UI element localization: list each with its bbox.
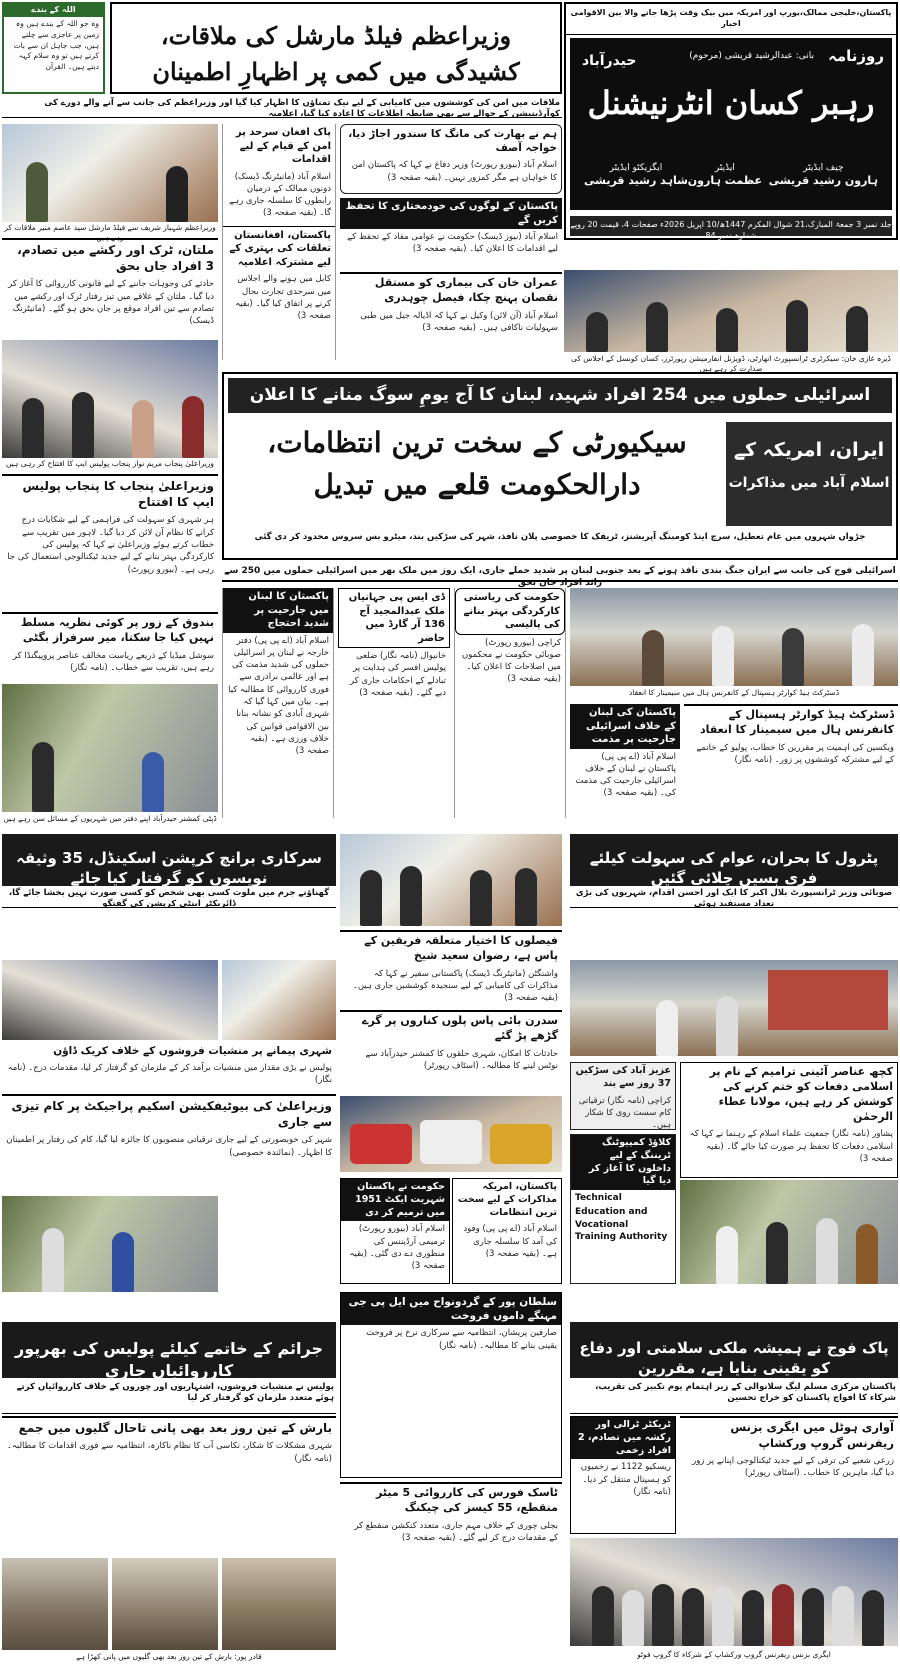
chief-editor-block [769, 162, 878, 189]
masthead-dateline: جلد نمبر 3 جمعۃ المبارک،21 شوال المکرم 1447ھ/10 اپریل 2026ء صفحات 4، قیمت 20 روپے شمارہ نمبر 84 [570, 216, 892, 236]
right-story-2-headline: پاکستان کی لبنان کے خلاف اسرائیلی جارحیت پر مذمت [570, 704, 680, 749]
photo-figure [646, 302, 668, 352]
center-story-3-text: کراچی (بیورو رپورٹ) صوبائی حکومت نے محکموں میں اصلاحات کا اعلان کیا۔ (بقیہ صفحہ 3) [462, 637, 561, 685]
center-story-1-headline: پاکستان کا لبنان میں جارحیت پر شدید احتجاج [223, 588, 333, 633]
college-building [768, 970, 888, 1030]
masthead-daily: روزنامہ [828, 47, 884, 65]
left-story-1-headline: ملتان، ٹرک اور رکشے میں تصادم، 3 افراد جاں بحق [17, 243, 214, 274]
center-story-9-text: صارفین پریشان، انتظامیہ سے سرکاری نرخ پر فروخت یقینی بنانے کا مطالبہ۔ (نامہ نگار) [366, 1328, 557, 1351]
center-story-9 [340, 1292, 562, 1478]
photo-pm-meeting-caption: وزیراعظم شہباز شریف سے فیلڈ مارشل سید عاصم منیر ملاقات کر رہے ہیں [4, 223, 216, 243]
photo-figure [656, 1000, 678, 1056]
photo-figure [652, 1584, 674, 1646]
right-story-1 [684, 704, 898, 820]
left-story-3-text: سوشل میڈیا کے ذریعے ریاست مخالف عناصر پروپیگنڈا کر رہے ہیں، تقریب سے خطاب۔ (نامہ نگار) [12, 650, 214, 673]
chief-editor-name: ہارون رشید قریشی [768, 174, 878, 188]
photo-figure [400, 866, 422, 926]
bottom-right-caption: ایگری بزنس ریفرنس گروپ ورکشاپ کے شرکاء کا گروپ فوٹو [637, 1650, 831, 1659]
photo-figure [360, 870, 382, 926]
photo-figure [716, 308, 738, 352]
tevta-box [570, 1134, 676, 1284]
photo-figure [852, 624, 874, 686]
center-story-6-headline: حکومت نے پاکستان شہریت ایکٹ 1951 میں ترمیم کر دی [341, 1179, 449, 1221]
center-story-8-headline: ٹاسک فورس کی کارروائی 5 میٹر منقطع، 55 کیسز کی چیکنگ [376, 1486, 558, 1514]
left-story-1 [2, 238, 218, 338]
big-headline-kicker: اسرائیلی حملوں میں 254 افراد شہید، لبنان کا آج یومِ سوگ منانے کا اعلان [228, 378, 892, 413]
photo-figure [772, 1584, 794, 1646]
center-story-1 [222, 588, 334, 818]
left-story-4-text: شہر کی خوبصورتی کے لیے جاری ترقیاتی منصوبوں کا جائزہ لیا گیا، کام کی رفتار پر اطمینان کا اظہار۔ (نمائندہ خصوصی) [6, 1135, 332, 1158]
lead-headline: وزیراعظم فیلڈ مارشل کی ملاقات، کشیدگی میں کمی پر اظہارِ اطمینان [110, 2, 562, 94]
photo-figure [132, 400, 154, 458]
photo-figure [470, 870, 492, 926]
photo-figure [515, 868, 537, 926]
editor-block [688, 162, 762, 189]
photo-figure [26, 162, 48, 222]
center-story-7-headline: پاکستان، امریکہ مذاکرات کے لیے سخت ترین انتظامات [457, 1181, 557, 1218]
photo-buses [340, 1096, 562, 1172]
center-story-7 [452, 1178, 562, 1284]
tevta-headline: کلاؤڈ کمپیوٹنگ ٹریننگ کے لیے داخلوں کا آغاز کر دیا گیا [571, 1135, 675, 1190]
left-story-2-headline: وزیراعلیٰ پنجاب کا پنجاب پولیس ایپ کا افتتاح [22, 479, 214, 510]
right-story-3-text: پشاور (نامہ نگار) جمعیت علماء اسلام کے رہنما نے کہا کہ اسلامی دفعات کا تحفظ ہر صورت کیا جائے گا۔ (بقیہ صفحہ 3) [689, 1129, 893, 1164]
banner-army-sub: پاکستان مرکزی مسلم لیگ سلانوالی کے زیر اہتمام یوم تکبیر کی تقریب، شرکاء کا افواج پاکستان کو خراج تحسین [570, 1380, 898, 1414]
photo-figure [22, 398, 44, 458]
mid-right-box [570, 1062, 676, 1130]
banner-police-crime-sub: پولیس نے منشیات فروشوں، اشتہاریوں اور چوروں کے خلاف کارروائیاں کرتے ہوئے متعدد ملزمان کو گرفتار کر لیا [2, 1380, 336, 1414]
col-a-story-2-text: کابل میں ہونے والے اجلاس میں سرحدی تجارت بحال کرنے پر اتفاق کیا گیا۔ (بقیہ صفحہ 3) [235, 274, 331, 322]
left-story-6 [2, 1416, 336, 1556]
right-story-1-headline: ڈسٹرکٹ ہیڈ کوارٹر ہسپتال کے کانفرنس ہال میں سیمینار کا انعقاد [699, 708, 894, 736]
photo-figure [622, 1590, 644, 1646]
photo-dc-office-caption: ڈپٹی کمشنر حیدرآباد اپنے دفتر میں شہریوں کے مسائل سن رہے ہیں [3, 814, 217, 823]
photo-figure [182, 396, 204, 458]
col-b-story-3-headline: عمران خان کی بیماری کو مستقل نقصان پہنچ چکا، فیصل چوہدری [374, 276, 558, 304]
photo-figure [766, 1222, 788, 1284]
banner-free-buses-sub: صوبائی وزیر ٹرانسپورٹ بلال اکبر کا ایک اور احسن اقدام، شہریوں کی بڑی تعداد مستفید ہوئی [570, 888, 898, 908]
left-story-5 [2, 1042, 336, 1092]
photo-figure [856, 1224, 878, 1284]
big-headline-main-line2: دارالحکومت قلعے میں تبدیل [313, 468, 641, 501]
photo-figure [712, 626, 734, 686]
photo-figure [142, 752, 164, 812]
photo-figure [682, 1588, 704, 1646]
banner-free-buses: پٹرول کا بحران، عوام کی سہولت کیلئے فری بسیں چلائی گئیں [570, 834, 898, 886]
big-headline-side-line1: ایران، امریکہ کے [733, 439, 885, 461]
exec-editor-block [584, 162, 688, 189]
bus-shape [490, 1124, 552, 1164]
center-story-6 [340, 1178, 450, 1284]
photo-figure [802, 1588, 824, 1646]
left-story-6-text: شہری مشکلات کا شکار، نکاسی آب کا نظام ناکارہ، انتظامیہ سے فوری اقدامات کا مطالبہ۔ (نامہ نگار) [6, 1441, 332, 1464]
photo-figure [786, 300, 808, 352]
center-story-8-text: بجلی چوری کے خلاف مہم جاری، متعدد کنکشن منقطع کر کے مقدمات درج کر لیے گئے۔ (بقیہ صفحہ 3) [354, 1520, 558, 1543]
center-story-2-headline: ڈی ایس پی جہانیاں ملک عبدالمجید آج 136 آر گارڈ میں حاضر [338, 588, 450, 648]
masthead-name: رہبر کسان انٹرنیشنل [587, 84, 875, 122]
big-headline-block [222, 372, 898, 560]
big-headline-main [230, 422, 724, 526]
masthead-founder: بانی: عبدالرشید قریشی (مرحوم) [689, 51, 814, 61]
exec-editor-name: شاہد رشید قریشی [584, 174, 688, 188]
center-story-5-headline: سدرن بائی پاس پلوں کناروں پر گرے گڑھے پڑ گئے [362, 1014, 558, 1042]
center-story-1-text: اسلام آباد (اے پی پی) دفتر خارجہ نے لبنان پر اسرائیلی حملوں کی شدید مذمت کی ہے اور عالمی برادری سے فوری کارروائی کا مطالبہ کیا ہے۔ بیان میں کہا گیا کہ شہری آبادی کو نشانہ بنانا بین الاقوامی قوانین کی خلاف ورزی ہے۔ (بقیہ صفحہ 3) [228, 635, 329, 757]
right-story-3 [680, 1062, 898, 1178]
col-b-story-2-text: اسلام آباد (نیوز ڈیسک) حکومت نے عوامی مفاد کے تحفظ کے لیے اقدامات کا اعلان کیا۔ (بقیہ صفحہ 3) [347, 232, 558, 255]
photo-figure [32, 742, 54, 812]
col-b-story-3-text: اسلام آباد (آن لائن) وکیل نے کہا کہ اڈیالہ جیل میں طبی سہولیات ناکافی ہیں۔ (بقیہ صفحہ 3) [360, 310, 558, 333]
photo-figure [862, 1590, 884, 1646]
right-story-4-headline: آواری ہوٹل میں ایگری بزنس ریفرنس گروپ ورکشاپ [730, 1420, 894, 1450]
photo-figure [42, 1228, 64, 1292]
photo-figure [832, 1586, 854, 1646]
masthead-photo [564, 270, 898, 352]
big-headline-side [726, 422, 892, 526]
left-story-2-text: ہر شہری کو سہولت کی فراہمی کے لیے شکایات درج کرانے کا نظام آن لائن کر دیا گیا۔ لاہور میں تقریب سے خطاب کرتے ہوئے وزیراعلیٰ نے کہا کہ پولیس کی کارکردگی بہتر بنانے کے لیے جدید ٹیکنالوجی استعمال کی جا رہی ہے۔ (بیورو رپورٹ) [7, 515, 214, 575]
tevta-en1: Technical [575, 1193, 622, 1204]
photo-figure [592, 1586, 614, 1646]
masthead-photo-caption: ڈیرہ غازی خان: سیکرٹری ٹرانسپورٹ اتھارٹی، ڈویژنل انفارمیشن رپورٹرز، کسان کونسل کے اجلاس کی صدارت کر رہے ہیں [571, 354, 891, 374]
col-b-story-1-headline: ہم نے بھارت کی مانگ کا سندور اجاڑ دیا، خواجہ آصف [348, 128, 557, 155]
masthead [564, 2, 898, 240]
photo-flooded-street-3 [222, 1558, 336, 1650]
right-story-2-text: اسلام آباد (اے پی پی) پاکستان نے لبنان کے خلاف اسرائیلی جارحیت کی مذمت کی۔ (بقیہ صفحہ 3) [575, 751, 676, 799]
quote-box-title: اللہ کے بندے [4, 4, 103, 17]
right-story-3-headline: کچھ عناصر آئینی ترامیم کے نام پر اسلامی دفعات کو ختم کرنے کی کوشش کر رہے ہیں، مولانا عطاء الرحمٰن [709, 1065, 893, 1123]
center-story-8 [340, 1482, 562, 1662]
tevta-en3: Training Authority [575, 1231, 668, 1242]
banner-police-crime: جرائم کے خاتمے کیلئے پولیس کی بھرپور کارروائیاں جاری [2, 1322, 336, 1378]
chief-editor-label: چیف ایڈیٹر [803, 163, 844, 173]
photo-beautification [2, 1196, 218, 1292]
photo-workshop-group [570, 1538, 898, 1646]
column-b [340, 124, 562, 360]
left-story-5-headline: شہری پیمانے پر منشیات فروشوں کے خلاف کریک ڈاؤن [53, 1045, 332, 1057]
center-story-6-text: اسلام آباد (بیورو رپورٹ) ترمیمی آرڈیننس کی منظوری دے دی گئی۔ (بقیہ صفحہ 3) [349, 1224, 445, 1272]
photo-documents [222, 960, 336, 1040]
photo-figure [166, 166, 188, 222]
right-story-1-text: ویکسین کی اہمیت پر مقررین کا خطاب، پولیو کے خاتمے کے لیے مشترکہ کوششوں پر زور۔ (نامہ نگار) [696, 742, 894, 765]
photo-seminar [570, 588, 898, 686]
photo-figure [782, 628, 804, 686]
tevta-en2: Education and Vocational [575, 1207, 648, 1230]
photo-college [570, 960, 898, 1056]
right-story-4 [680, 1416, 898, 1534]
photo-pm-meeting [2, 124, 218, 222]
col-b-story-1-text: اسلام آباد (بیورو رپورٹ) وزیر دفاع نے کہا کہ پاکستان امن کا خواہاں ہے مگر کمزور نہیں۔ (بقیہ صفحہ 3) [351, 160, 557, 183]
center-story-4-headline: فیصلوں کا اختیار متعلقہ فریقین کے پاس ہے، رضوان سعید شیخ [364, 934, 558, 962]
center-story-5 [340, 1010, 562, 1094]
big-headline-strap1: جڑواں شہروں میں عام تعطیل، سرچ اینڈ کومبنگ آپریشنز، ٹریفک کا خصوصی پلان نافذ، شہر کی سڑکیں بند، میٹرو بس سروس محدود کر دی گئی [254, 532, 866, 542]
right-story-2 [570, 704, 680, 820]
center-story-5-text: حادثات کا امکان، شہری حلقوں کا کمشنر حیدرآباد سے نوٹس لینے کا مطالبہ۔ (اسٹاف رپورٹر) [365, 1048, 558, 1071]
masthead-tagline: پاکستان،خلیجی ممالک،یورپ اور امریکہ میں بیک وقت پڑھا جانے والا بین الاقوامی اخبار [566, 4, 896, 35]
col-a-story-1-headline: پاک افغان سرحد پر امن کے قیام کے لیے اقدامات [235, 127, 331, 165]
center-story-2-text: خانیوال (نامہ نگار) ضلعی پولیس افسر کی ہدایت پر تبادلے کے احکامات جاری کر دیے گئے۔ (بقیہ صفحہ 3) [349, 651, 446, 698]
right-story-5-headline: ٹریکٹر ٹرالی اور رکشہ میں تصادم، 2 افراد زخمی [571, 1417, 675, 1459]
photo-flooded-street-1 [2, 1558, 108, 1650]
center-story-9-headline: سلطان پور کے گردونواح میں ایل پی جی مہنگے داموں فروخت [341, 1293, 561, 1325]
col-b-story-2-headline: پاکستان کے لوگوں کی خودمختاری کا تحفظ کریں گے [340, 198, 562, 229]
right-story-5-text: ریسکیو 1122 نے زخمیوں کو ہسپتال منتقل کر دیا۔ (نامہ نگار) [580, 1462, 671, 1498]
photo-figure [112, 1232, 134, 1292]
right-story-4-text: زرعی شعبے کی ترقی کے لیے جدید ٹیکنالوجی اپنانے پر زور دیا گیا، ماہرین کا خطاب۔ (اسٹاف رپورٹر) [692, 1456, 894, 1479]
photo-figure [846, 306, 868, 352]
photo-figure [712, 1586, 734, 1646]
photo-figure [642, 630, 664, 686]
center-story-4 [340, 930, 562, 1008]
left-story-2 [2, 474, 218, 610]
bus-shape [350, 1124, 412, 1164]
col-b-story-2 [340, 198, 562, 268]
banner-corruption: سرکاری برانچ کرپشن اسکینڈل، 35 وثیقہ نویسوں کو گرفتار کیا جائے [2, 834, 336, 886]
photo-ministers [340, 834, 562, 926]
quote-box [2, 2, 105, 94]
center-story-2 [338, 588, 450, 818]
left-story-5-text: پولیس نے بڑی مقدار میں منشیات برآمد کر کے ملزمان کو گرفتار کر لیا، مقدمات درج۔ (نامہ نگار) [7, 1063, 332, 1086]
photo-figure [742, 1590, 764, 1646]
center-story-3 [454, 588, 566, 818]
big-headline-strap2: اسرائیلی فوج کی جانب سے ایران جنگ بندی نافذ ہونے کے بعد جنوبی لبنان پر شدید حملے جاری، ایک روز میں ملک بھر میں اسرائیلی حملوں میں 250 سے زائد افراد جاں بحق [222, 562, 898, 582]
photo-dc-office [2, 684, 218, 812]
photo-seminar-caption: ڈسٹرکٹ ہیڈ کوارٹر ہسپتال کے کانفرنس ہال میں سیمینار کا انعقاد [628, 688, 840, 697]
big-headline-side-line2: اسلام آباد میں مذاکرات [728, 474, 890, 491]
column-a [222, 124, 336, 360]
editor-name: عظمت ہارون [687, 174, 762, 188]
left-story-1-text: حادثے کی وجوہات جاننے کے لیے قانونی کارروائی کا آغاز کر دیا گیا۔ ملتان کے علاقے میں تیز رفتار ٹرک اور رکشے میں تصادم سے تین افراد موقع پر جاں بحق ہو گئے۔ (مانیٹرنگ ڈیسک) [8, 279, 214, 327]
col-a-story-2-headline: پاکستان، افغانستان تعلقات کی بہتری کے لیے مشترکہ اعلامیہ [223, 226, 335, 272]
lead-deck: ملاقات میں امن کی کوششوں میں کامیابی کے لیے نیک تمناؤں کا اظہار کیا گیا اور وزیراعظم کی جانب سے آنے والے دورے کی کوآرڈینیشن کے حوالے سے بھی ضابطہ اطلاعات کا اعادہ کیا گیا، اعلامیہ [2, 96, 562, 118]
photo-figure [816, 1218, 838, 1284]
editor-label: ایڈیٹر [714, 163, 735, 173]
center-story-4-text: واشنگٹن (مانیٹرنگ ڈیسک) پاکستانی سفیر نے کہا کہ مذاکرات کی کامیابی کے لیے سنجیدہ کوششیں جاری ہیں۔ (بقیہ صفحہ 3) [352, 968, 558, 1004]
photo-figure [716, 1226, 738, 1284]
photo-motorcycles [2, 960, 218, 1040]
mid-right-box-text: کراچی (نامہ نگار) ترقیاتی کام سست روی کا شکار ہیں۔ [578, 1095, 671, 1131]
left-story-4 [2, 1094, 336, 1194]
masthead-dark-block [570, 38, 892, 210]
photo-police-app-caption: وزیراعلیٰ پنجاب مریم نواز پنجاب پولیس ایپ کا افتتاح کر رہی ہیں [5, 459, 215, 468]
photo-figure [72, 392, 94, 458]
exec-editor-label: ایگزیکٹو ایڈیٹر [609, 163, 663, 173]
banner-army: پاک فوج نے ہمیشہ ملکی سلامتی اور دفاع کو یقینی بنایا ہے، مقررین [570, 1322, 898, 1378]
photo-police-app [2, 340, 218, 458]
banner-corruption-sub: گھناؤنے جرم میں ملوث کسی بھی شخص کو کسی صورت نہیں بخشا جائے گا، ڈائریکٹر اینٹی کرپشن کی گفتگو [2, 888, 336, 908]
mid-right-box-title: عزیز آباد کی سڑکیں 37 روز سے بند [575, 1065, 671, 1089]
bus-shape [420, 1120, 482, 1164]
bottom-left-caption: قادر پور: بارش کے تین روز بعد بھی گلیوں میں پانی کھڑا ہے [76, 1652, 262, 1661]
masthead-city: حیدرآباد [582, 53, 637, 69]
big-headline-main-line1: سیکیورٹی کے سخت ترین انتظامات، [267, 426, 687, 459]
center-story-7-text: اسلام آباد (اے پی پی) وفود کی آمد کا سلسلہ جاری ہے۔ (بقیہ صفحہ 3) [463, 1224, 557, 1260]
left-story-3-headline: بندوق کے زور پر کوئی نظریہ مسلط نہیں کیا جا سکتا، میر سرفراز بگٹی [20, 616, 214, 644]
left-story-6-headline: بارش کے تین روز بعد بھی پانی تاحال گلیوں میں جمع [2, 1416, 336, 1438]
left-story-4-headline: وزیراعلیٰ کی بیوٹیفکیشن اسکیم پراجیکٹ پر کام تیزی سے جاری [11, 1099, 332, 1130]
photo-protest [680, 1180, 898, 1284]
quote-box-text: وہ جو اللہ کے بندے ہیں وہ زمین پر عاجزی سے چلتے ہیں، جب جاہل ان سے بات کرتے ہیں تو وہ سلام کہہ دیتے ہیں۔ القرآن [13, 18, 99, 72]
col-b-story-3 [340, 272, 562, 360]
col-a-story-1-text: اسلام آباد (مانیٹرنگ ڈیسک) دونوں ممالک کے درمیان رابطوں کا سلسلہ جاری رہے گا۔ (بقیہ صفحہ 3) [229, 171, 331, 219]
photo-figure [586, 312, 608, 352]
left-story-3 [2, 612, 218, 682]
col-b-story-1 [340, 124, 562, 194]
photo-flooded-street-2 [112, 1558, 218, 1650]
right-story-5 [570, 1416, 676, 1534]
center-story-3-headline: حکومت کی ریاستی کارکردگی بہتر بنانے کی پالیسی [455, 588, 565, 635]
photo-figure [716, 996, 738, 1056]
